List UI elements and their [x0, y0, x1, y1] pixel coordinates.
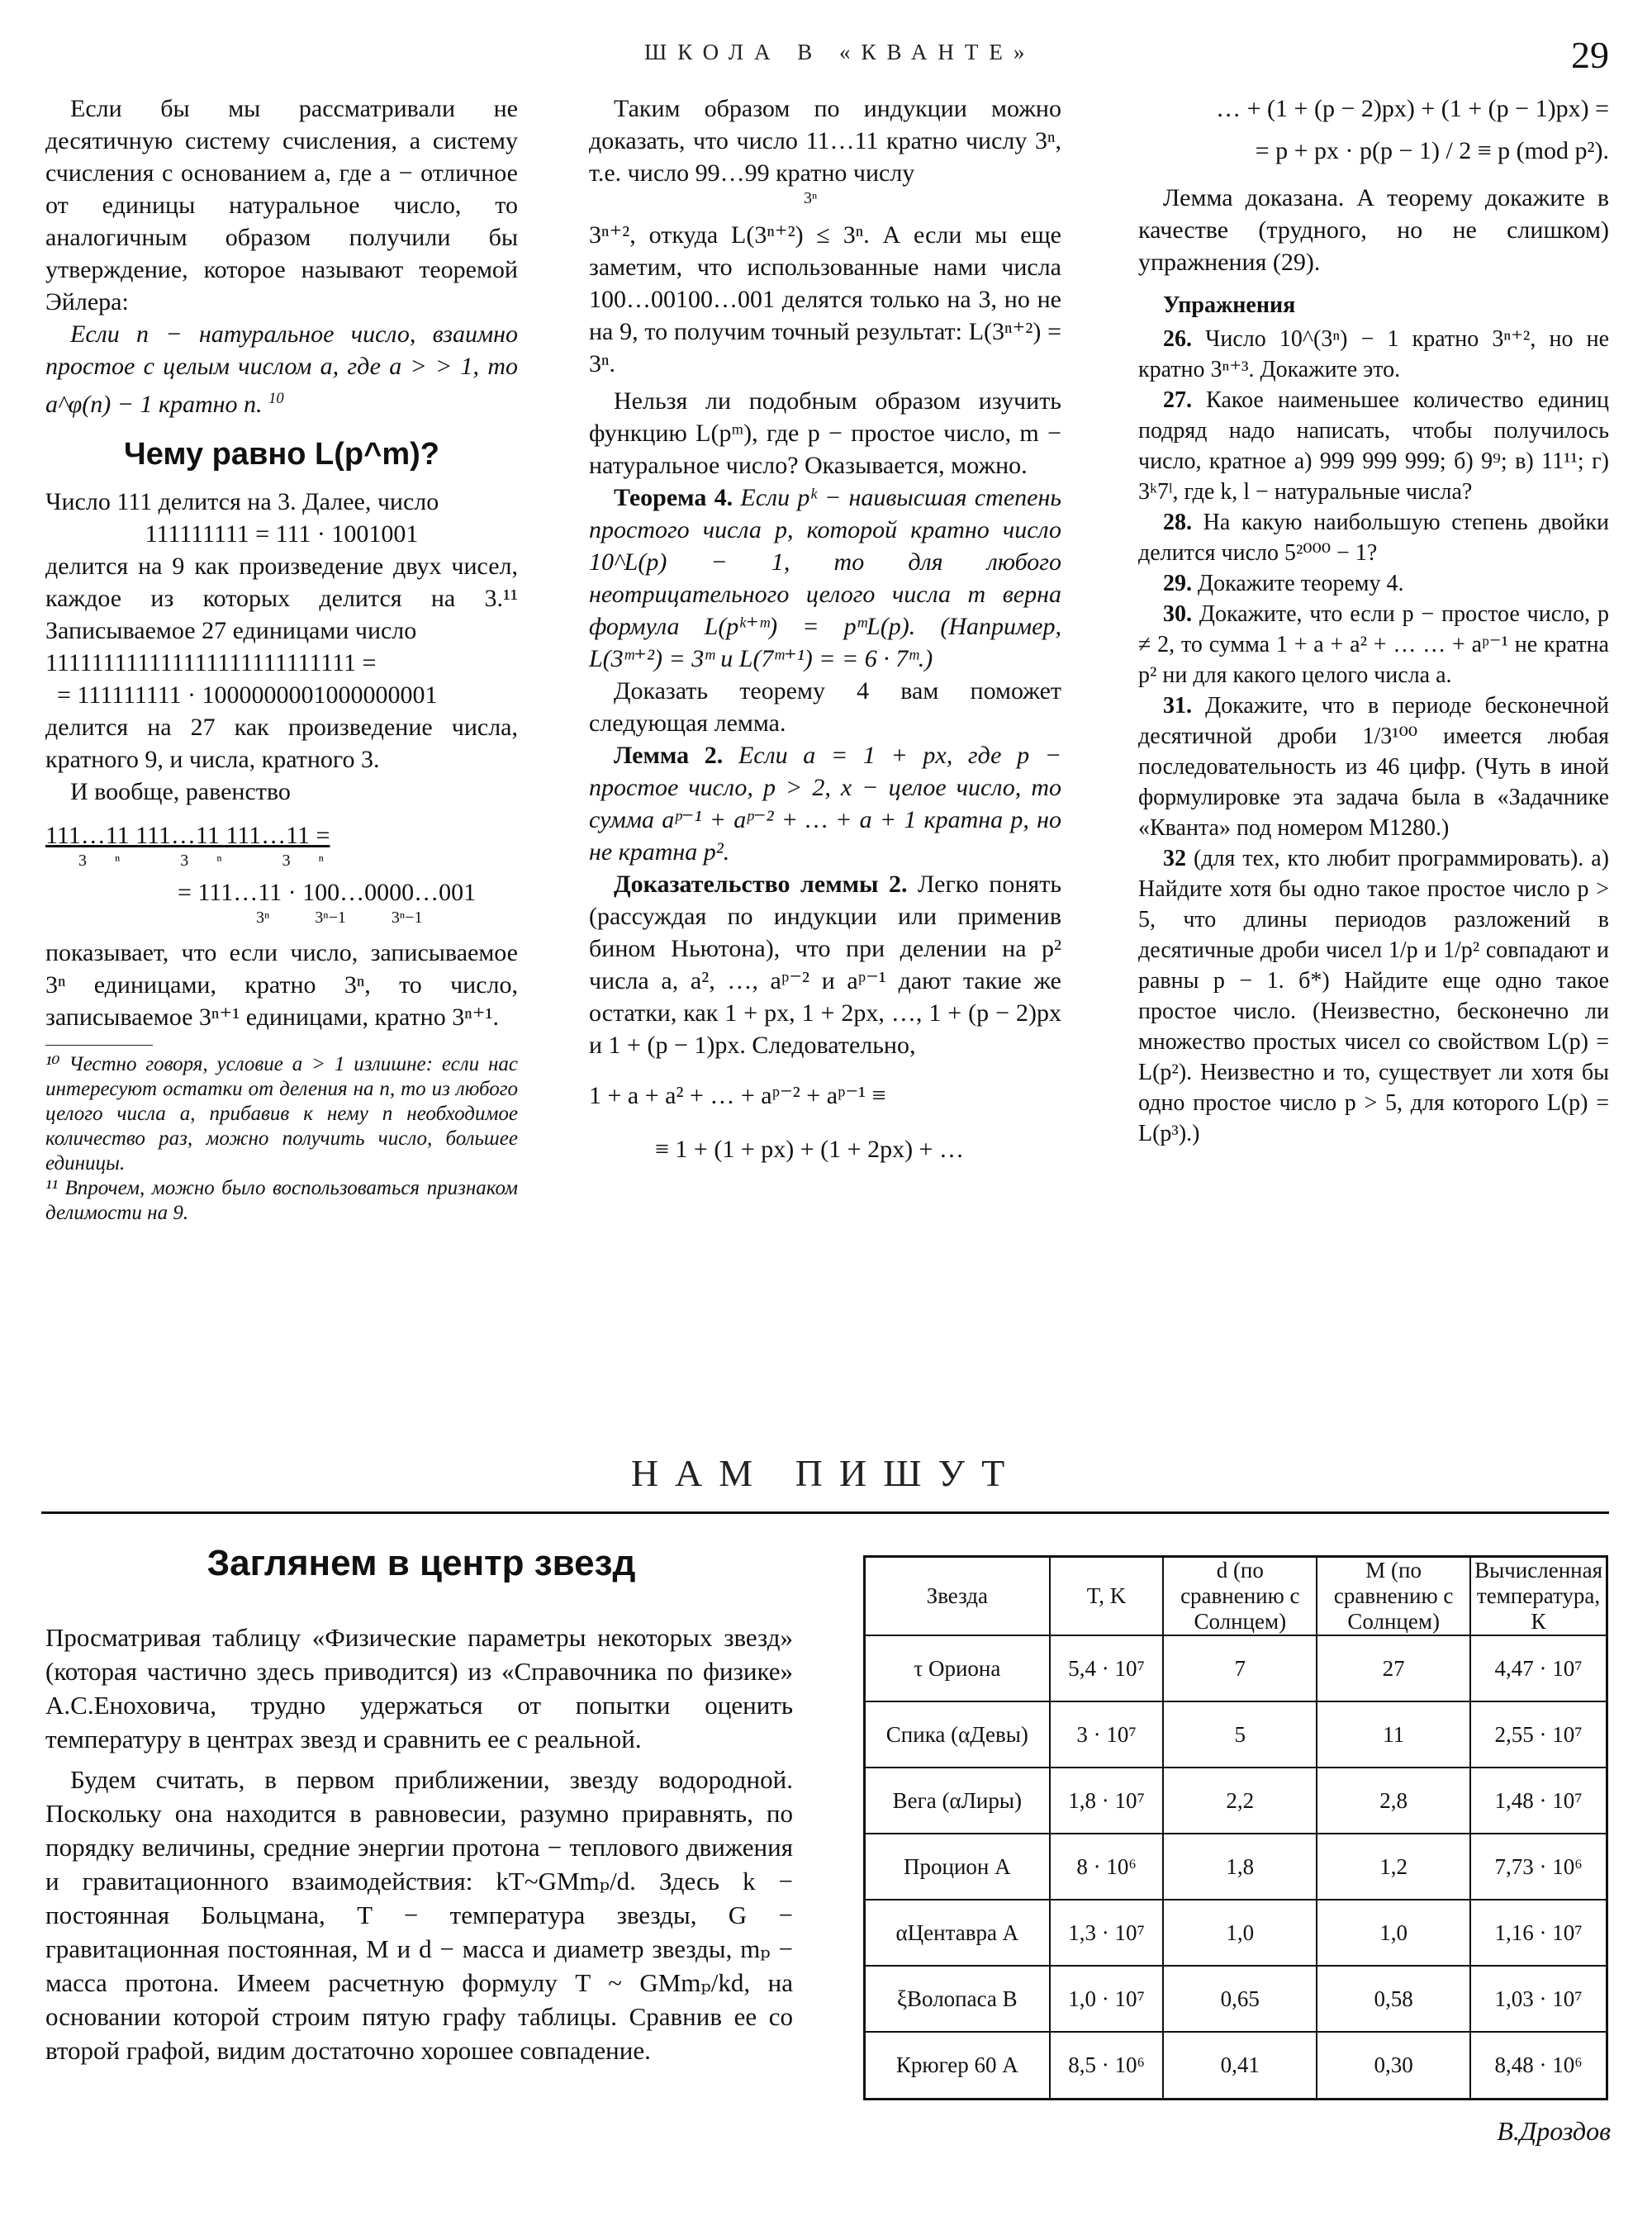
equation: = p + px · p(p − 1) / 2 ≡ p (mod p²).: [1255, 137, 1609, 164]
equation-subscript: 3ⁿ: [804, 189, 818, 207]
theorem-4: [589, 482, 1061, 675]
paragraph: Просматривая таблицу «Физические параметры некоторых звезд» (которая частично здесь приводится) из «Справочника по физике» А.С.Еноховича, трудно удержаться от попытки оценить температуру в центрах звезд и сравнить ее с реальной.: [45, 1623, 793, 1753]
proof: [589, 868, 1061, 1061]
table-cell: Крюгер 60 А: [865, 2032, 1050, 2099]
table-row: [865, 1966, 1607, 2032]
paragraph: Лемма доказана. А теорему докажите в качестве (трудного, но не слишком) упражнения (29).: [1138, 184, 1609, 276]
table-cell: 0,41: [1163, 2032, 1317, 2099]
table-cell: 2,8: [1317, 1768, 1470, 1834]
page-number: 29: [1571, 34, 1609, 76]
table-cell: 8 · 10⁶: [1050, 1834, 1164, 1900]
proof-label: Доказательство леммы 2.: [614, 871, 908, 898]
paragraph: Число 111 делится на 3. Далее, число: [45, 488, 439, 515]
table-cell: 1,0: [1163, 1900, 1317, 1966]
theorem-label: Теорема 4.: [614, 484, 733, 511]
table-cell: 0,30: [1317, 2032, 1470, 2099]
euler-theorem: Если n − натуральное число, взаимно простое с целым числом a, где a > > 1, то a^φ(n) − 1 кратно n. $^{10}$: [45, 320, 518, 418]
table-cell: 0,58: [1317, 1966, 1470, 2032]
lemma-label: Лемма 2.: [614, 742, 724, 769]
paragraph: 3ⁿ⁺², откуда L(3ⁿ⁺²) ≤ 3ⁿ. А если мы еще заметим, что использованные нами числа 100…00100…001 делятся только на 3, но не на 9, то получим точный результат: L(3ⁿ⁺²) = 3ⁿ.: [589, 221, 1061, 377]
table-cell: 4,47 · 10⁷: [1470, 1635, 1607, 1701]
paragraph: делится на 9 как произведение двух чисел, каждое из которых делится на 3.¹¹ Записываемое 27 единицами число: [45, 553, 518, 644]
table-cell: 2,55 · 10⁷: [1470, 1701, 1607, 1768]
table-row: [865, 1900, 1607, 1966]
stars-table: [863, 1555, 1608, 2100]
table-cell: 1,16 · 10⁷: [1470, 1900, 1607, 1966]
table-header: Вычисленная температура, К: [1470, 1557, 1607, 1636]
table-cell: 1,2: [1317, 1834, 1470, 1900]
section-title: Чему равно L(p^m)?: [124, 437, 439, 472]
paragraph: Доказать теорему 4 вам поможет следующая лемма.: [589, 677, 1061, 737]
table-row: [865, 2032, 1607, 2099]
author-signature: В.Дроздов: [1497, 2116, 1611, 2146]
table-cell: 3 · 10⁷: [1050, 1701, 1164, 1768]
exercise-29: 29. Докажите теорему 4.: [1163, 571, 1404, 596]
exercises-title: Упражнения: [1163, 292, 1296, 318]
table-cell: αЦентавра А: [865, 1900, 1050, 1966]
equation: 111111111111111111111111111 =: [45, 649, 377, 676]
exercise-32: 32 (для тех, кто любит программировать). а) Найдите хотя бы одно такое простое число p > 5, что длины периодов разложений в десятичные дроби чисел 1/p и 1/p² совпадают и равны p − 1. б*) Найдите еще одно такое простое число. (Неизвестно, бесконечно ли множество простых чисел со свойством L(p) = L(p²). Неизвестно и то, существует ли хотя бы одно простое число p > 5, для которого L(p) = L(p³).): [1138, 846, 1609, 1146]
table-cell: 5,4 · 10⁷: [1050, 1635, 1164, 1701]
table-cell: 0,65: [1163, 1966, 1317, 2032]
running-title: ШКОЛА В «КВАНТЕ»: [644, 40, 1036, 64]
table-cell: 8,5 · 10⁶: [1050, 2032, 1164, 2099]
table-cell: 7,73 · 10⁶: [1470, 1834, 1607, 1900]
equation: 111111111 = 111 · 1001001: [145, 520, 419, 548]
exercise-27: 27. Какое наименьшее количество единиц подряд надо написать, чтобы получилось число, кратное а) 999 999 999; б) 9⁹; в) 11¹¹; г) 3ᵏ7ˡ, где k, l − натуральные числа?: [1138, 387, 1609, 505]
table-cell: Процион А: [865, 1834, 1050, 1900]
column-2: [589, 93, 1061, 1165]
table-cell: 5: [1163, 1701, 1317, 1768]
table-cell: 1,8 · 10⁷: [1050, 1768, 1164, 1834]
column-1: [45, 93, 518, 1226]
table-header-row: [865, 1557, 1607, 1636]
rubric-title: НАМ ПИШУТ: [630, 1452, 1022, 1494]
paragraph: делится на 27 как произведение числа, кратного 9, и числа, кратного 3.: [45, 714, 518, 773]
paragraph: Будем считать, в первом приближении, звезду водородной. Поскольку она находится в равновесии, разумно приравнять, по порядку величины, средние энергии протона − теплового движения и гравитационного взаимодействия: kT~GMmₚ/d. Здесь k − постоянная Больцмана, T − температура звезды, G − гравитационная постоянная, M и d − масса и диаметр звезды, mₚ − масса протона. Имеем расчетную формулу T ~ GMmₚ/kd, на основании которой строим пятую графу таблицы. Сравнив ее со второй графой, видим достаточно хорошее совпадение.: [45, 1765, 793, 2065]
table-cell: 1,8: [1163, 1834, 1317, 1900]
table-cell: 27: [1317, 1635, 1470, 1701]
footnote-10: ¹⁰ Честно говоря, условие a > 1 излишне: если нас интересуют остатки от деления на n, то из любого целого числа a, прибавив к нему n необходимое количество раз, можно получить число, большее единицы.: [45, 1053, 518, 1174]
table-header: T, K: [1050, 1557, 1164, 1636]
paragraph: показывает, что если число, записываемое 3ⁿ единицами, кратно 3ⁿ, то число, записываемое 3ⁿ⁺¹ единицами, кратно 3ⁿ⁺¹.: [45, 939, 518, 1031]
section-divider: [41, 1511, 1609, 1514]
lemma-text: Если a = 1 + px, где p − простое число, p > 2, x − целое число, то сумма aᵖ⁻¹ + aᵖ⁻² + … + a + 1 кратна p, но не кратна p².: [589, 742, 1061, 866]
equation: = 111…11 · 100…0000…001: [178, 879, 477, 906]
table-cell: 11: [1317, 1701, 1470, 1768]
exercise-30: 30. Докажите, что если p − простое число, p ≠ 2, то сумма 1 + a + a² + … … + aᵖ⁻¹ не кратна p² ни для какого целого числа a.: [1138, 601, 1609, 688]
table-cell: ξВолопаса В: [865, 1966, 1050, 2032]
footnote-11: ¹¹ Впрочем, можно было воспользоваться признаком делимости на 9.: [45, 1177, 518, 1224]
table-cell: 2,2: [1163, 1768, 1317, 1834]
exercise-28: 28. На какую наибольшую степень двойки делится число 5²⁰⁰⁰ − 1?: [1138, 510, 1610, 566]
lemma-2: [589, 739, 1061, 868]
paragraph: Таким образом по индукции можно доказать, что число 11…11 кратно числу 3ⁿ, т.е. число 99…99 кратно числу: [589, 95, 1061, 187]
table-row: [865, 1834, 1607, 1900]
table-header: M (по сравнению с Солнцем): [1317, 1557, 1470, 1636]
footnote-rule: [45, 1045, 153, 1046]
table-cell: 1,03 · 10⁷: [1470, 1966, 1607, 2032]
proof-text: Легко понять (рассуждая по индукции или применив бином Ньютона), что при делении на p² числа a, a², …, aᵖ⁻² и aᵖ⁻¹ дают такие же остатки, как 1 + px, 1 + 2px, …, 1 + (p − 2)px и 1 + (p − 1)px. Следовательно,: [589, 871, 1061, 1059]
column-3: [1138, 93, 1609, 1149]
equation: ≡ 1 + (1 + px) + (1 + 2px) + …: [655, 1136, 964, 1163]
table-cell: 1,48 · 10⁷: [1470, 1768, 1607, 1834]
footnote-ref: 10: [268, 390, 284, 407]
paragraph: И вообще, равенство: [70, 778, 291, 805]
table-row: [865, 1768, 1607, 1834]
equation: 1 + a + a² + … + aᵖ⁻² + aᵖ⁻¹ ≡: [589, 1082, 886, 1109]
table-header: d (по сравнению с Солнцем): [1163, 1557, 1317, 1636]
table-cell: τ Ориона: [865, 1635, 1050, 1701]
table-cell: 8,48 · 10⁶: [1470, 2032, 1607, 2099]
exercise-26: 26. Число 10^(3ⁿ) − 1 кратно 3ⁿ⁺², но не кратно 3ⁿ⁺³. Докажите это.: [1138, 326, 1609, 382]
table-header: Звезда: [865, 1557, 1050, 1636]
paragraph: Если бы мы рассматривали не десятичную систему счисления, а систему счисления с основанием a, где a − отличное от единицы натуральное число, то аналогичным образом получили бы утверждение, которое называют теоремой Эйлера:: [45, 95, 518, 316]
table-cell: Вега (αЛиры): [865, 1768, 1050, 1834]
article-title: Заглянем в центр звезд: [206, 1543, 636, 1583]
equation-subscript: 3ⁿ 3ⁿ 3ⁿ: [78, 852, 352, 870]
page-header: [0, 36, 1652, 78]
table-cell: 1,3 · 10⁷: [1050, 1900, 1164, 1966]
equation: … + (1 + (p − 2)px) + (1 + (p − 1)px) =: [1216, 95, 1609, 122]
table-row: [865, 1635, 1607, 1701]
table-cell: 7: [1163, 1635, 1317, 1701]
table-cell: 1,0: [1317, 1900, 1470, 1966]
equation: = 111111111 · 1000000001000000001: [57, 681, 438, 709]
table-cell: Спика (αДевы): [865, 1701, 1050, 1768]
paragraph: Нельзя ли подобным образом изучить функцию L(pᵐ), где p − простое число, m − натуральное число? Оказывается, можно.: [589, 387, 1061, 479]
theorem-text: Если pᵏ − наивысшая степень простого числа p, которой кратно число 10^L(p) − 1, то для любого неотрицательного целого числа m верна формула L(pᵏ⁺ᵐ) = pᵐL(p). (Например, L(3ᵐ⁺²) = 3ᵐ и L(7ᵐ⁺¹) = = 6 · 7ᵐ.): [589, 484, 1061, 672]
exercise-31: 31. Докажите, что в периоде бесконечной десятичной дроби 1/3¹⁰⁰ имеется любая последовательность из 46 цифр. (Чуть в иной формулировке эта задача была в «Задачнике «Кванта» под номером М1280.): [1138, 693, 1610, 841]
table-row: [865, 1701, 1607, 1768]
equation-subscript: 3ⁿ 3ⁿ−1 3ⁿ−1: [256, 909, 423, 927]
table-cell: 1,0 · 10⁷: [1050, 1966, 1164, 2032]
equation: 111…11 111…11 111…11 =: [45, 822, 330, 849]
letter-body: [45, 1620, 793, 2067]
